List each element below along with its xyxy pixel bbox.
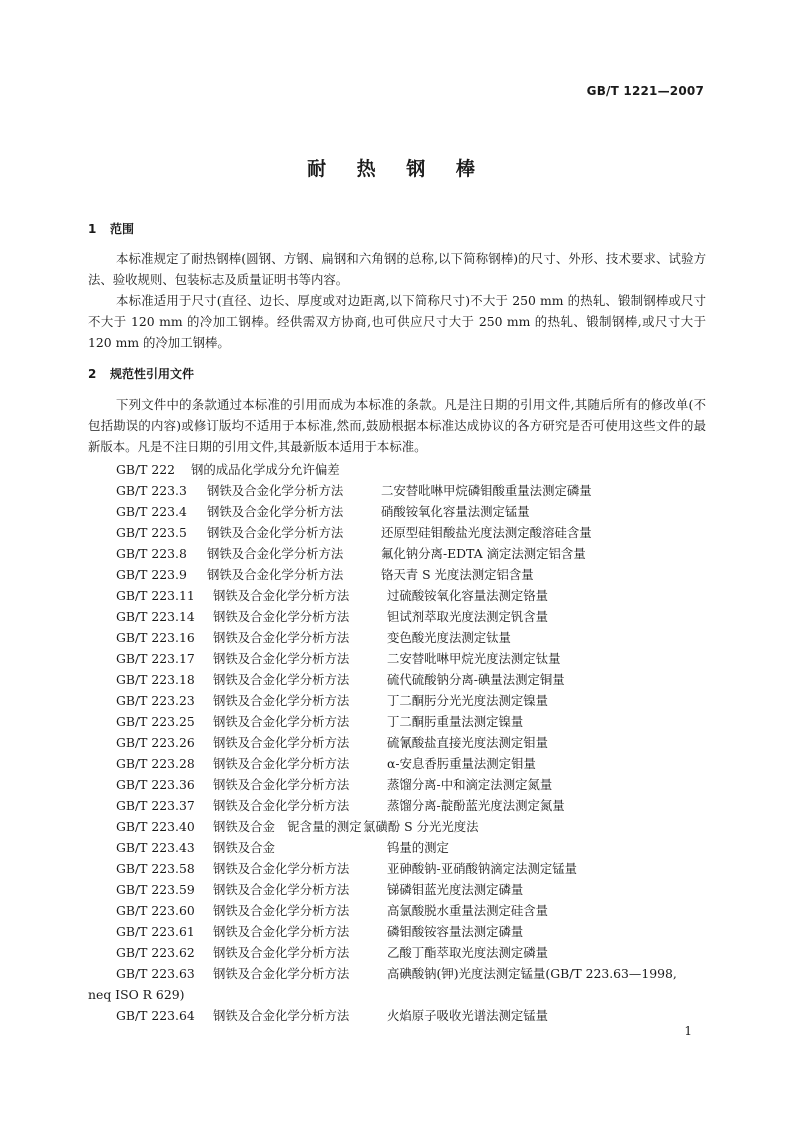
reference-item [116,1005,716,1026]
reference-title-part1: 钢铁及合金化学分析方法 [213,672,350,687]
reference-item [116,879,716,900]
reference-item [116,753,716,774]
reference-list [88,459,716,1026]
reference-title-part2: 磷钼酸铵容量法测定磷量 [387,924,524,939]
reference-title-part1: 钢铁及合金化学分析方法 [213,630,350,645]
reference-title-part1: 钢铁及合金化学分析方法 [207,567,344,582]
scope-paragraph-1: 本标准规定了耐热钢棒(圆钢、方钢、扁钢和六角钢的总称,以下简称钢棒)的尺寸、外形、技术要求、试验方法、验收规则、包装标志及质量证明书等内容。 [88,251,706,287]
reference-code: GB/T 223.8 [116,546,187,561]
reference-item [116,543,716,564]
reference-code: GB/T 223.5 [116,525,187,540]
reference-title-part1: 钢铁及合金化学分析方法 [213,924,350,939]
reference-code: GB/T 223.25 [116,714,195,729]
reference-code: GB/T 223.14 [116,609,195,624]
reference-item [116,585,716,606]
reference-title-part1: 钢铁及合金化学分析方法 [213,651,350,666]
reference-title-part2: 氟化钠分离-EDTA 滴定法测定铝含量 [381,546,586,561]
reference-title-part2: 高氯酸脱水重量法测定硅含量 [387,903,549,918]
reference-title-part2: 火焰原子吸收光谱法测定锰量 [387,1008,549,1023]
reference-item [116,564,716,585]
reference-title-part2: α-安息香肟重量法测定钼量 [387,756,536,771]
reference-title-part1: 钢铁及合金化学分析方法 [207,504,344,519]
reference-title-part2: 变色酸光度法测定钛量 [387,630,511,645]
reference-title-part1: 钢铁及合金化学分析方法 [213,798,350,813]
reference-item [116,942,716,963]
reference-title-part1: 钢铁及合金化学分析方法 [213,714,350,729]
reference-code: GB/T 223.16 [116,630,195,645]
reference-code: GB/T 223.9 [116,567,187,582]
reference-title-part2: 蒸馏分离-中和滴定法测定氮量 [387,777,553,792]
page-number: 1 [684,1024,692,1038]
reference-item [116,648,716,669]
reference-item [116,627,716,648]
reference-code: GB/T 223.59 [116,882,195,897]
reference-title-part1: 钢铁及合金化学分析方法 [207,546,344,561]
reference-code: GB/T 223.64 [116,1008,195,1023]
references-intro-paragraph: 下列文件中的条款通过本标准的引用而成为本标准的条款。凡是注日期的引用文件,其随后所有的修改单(不包括勘误的内容)或修订版均不适用于本标准,然而,鼓励根据本标准达成协议的各方研究是否可使用这些文件的最新版本。凡是不注日期的引用文件,其最新版本适用于本标准。 [88,397,706,454]
reference-title-part2: 钽试剂萃取光度法测定钒含量 [387,609,549,624]
reference-code: GB/T 223.58 [116,861,195,876]
reference-code: GB/T 222 [116,462,176,477]
reference-title-part2: 丁二酮肟重量法测定镍量 [387,714,524,729]
reference-title-part1: 钢铁及合金化学分析方法 [213,735,350,750]
reference-code: GB/T 223.17 [116,651,195,666]
reference-item [116,900,716,921]
reference-item [116,606,716,627]
reference-item [116,921,716,942]
reference-code: GB/T 223.63 [116,966,195,981]
section-heading-scope [88,220,134,237]
reference-code: GB/T 223.4 [116,504,187,519]
reference-title-part2: 硫氰酸盐直接光度法测定钼量 [387,735,549,750]
reference-title-part2: 硝酸铵氧化容量法测定锰量 [381,504,530,519]
section-number: 2 [88,367,97,381]
reference-item [116,837,716,858]
reference-title-part1: 钢铁及合金化学分析方法 [207,483,344,498]
reference-title-part2: 乙酸丁酯萃取光度法测定磷量 [387,945,549,960]
reference-code: GB/T 223.23 [116,693,195,708]
reference-title-part1: 钢铁及合金化学分析方法 [207,525,344,540]
reference-item [116,816,716,837]
reference-title-part1: 钢铁及合金化学分析方法 [213,588,350,603]
reference-code: GB/T 223.26 [116,735,195,750]
reference-code: GB/T 223.28 [116,756,195,771]
reference-title-part1: 钢铁及合金化学分析方法 [213,903,350,918]
reference-title-part2: 高碘酸钠(钾)光度法测定锰量(GB/T 223.63—1998, [387,966,677,981]
reference-item [116,711,716,732]
reference-title-part2: 硫代硫酸钠分离-碘量法测定铜量 [387,672,565,687]
reference-title-part2: 铬天青 S 光度法测定铝含量 [381,567,534,582]
reference-title-part1: 钢铁及合金化学分析方法 [213,777,350,792]
reference-title-part1: 钢铁及合金化学分析方法 [213,756,350,771]
reference-item [116,732,716,753]
reference-title-part2: 丁二酮肟分光光度法测定镍量 [387,693,549,708]
reference-code: GB/T 223.61 [116,924,195,939]
reference-item [116,522,716,543]
section-heading-references [88,365,194,382]
reference-item [116,795,716,816]
reference-item [116,774,716,795]
reference-title-part1: 钢铁及合金化学分析方法 [213,1008,350,1023]
reference-title-continuation: neq ISO R 629) [88,987,185,1002]
document-title: 耐 热 钢 棒 [307,158,487,180]
reference-item [88,963,716,1005]
reference-title-part1: 钢铁及合金化学分析方法 [213,693,350,708]
section-title: 规范性引用文件 [110,367,195,381]
reference-title-part1: 钢铁及合金化学分析方法 [213,966,350,981]
reference-title-part2: 还原型硅钼酸盐光度法测定酸溶硅含量 [381,525,592,540]
reference-title-part2: 二安替吡啉甲烷磷钼酸重量法测定磷量 [381,483,592,498]
reference-item [116,858,716,879]
reference-item [116,669,716,690]
reference-title-part2: 过硫酸铵氧化容量法测定铬量 [387,588,549,603]
reference-title-part1: 钢铁及合金化学分析方法 [213,861,350,876]
reference-title-part1: 钢的成品化学成分允许偏差 [191,462,340,477]
reference-code: GB/T 223.37 [116,798,195,813]
reference-code: GB/T 223.62 [116,945,195,960]
reference-code: GB/T 223.60 [116,903,195,918]
section-title: 范围 [110,222,135,236]
reference-title-part1: 钢铁及合金化学分析方法 [213,945,350,960]
reference-code: GB/T 223.11 [116,588,195,603]
standard-code: GB/T 1221—2007 [586,84,704,98]
reference-code: GB/T 223.36 [116,777,195,792]
reference-title-part2: 蒸馏分离-靛酚蓝光度法测定氮量 [387,798,565,813]
reference-title-part1: 钢铁及合金 [213,840,275,855]
reference-item [116,690,716,711]
reference-item [116,480,716,501]
reference-title-part2: 二安替吡啉甲烷光度法测定钛量 [387,651,561,666]
reference-code: GB/T 223.3 [116,483,187,498]
section-number: 1 [88,222,97,236]
reference-title-part2: 锑磷钼蓝光度法测定磷量 [387,882,524,897]
reference-title-part2: 亚砷酸钠-亚硝酸钠滴定法测定锰量 [387,861,578,876]
reference-item [116,501,716,522]
reference-code: GB/T 223.18 [116,672,195,687]
reference-code: GB/T 223.43 [116,840,195,855]
scope-paragraph-2: 本标准适用于尺寸(直径、边长、厚度或对边距离,以下简称尺寸)不大于 250 mm 的热轧、锻制钢棒或尺寸不大于 120 mm 的冷加工钢棒。经供需双方协商,也可供应尺寸大于 250 mm 的热轧、锻制钢棒,或尺寸大于 120 mm 的冷加工钢棒。 [88,293,706,350]
reference-title-part2: 氯磺酚 S 分光光度法 [363,819,479,834]
reference-title-part2: 钨量的测定 [387,840,449,855]
reference-title-part1: 钢铁及合金化学分析方法 [213,882,350,897]
reference-title-part1: 钢铁及合金 铌含量的测定 [213,819,362,834]
reference-title-part1: 钢铁及合金化学分析方法 [213,609,350,624]
reference-code: GB/T 223.40 [116,819,195,834]
reference-item [116,459,716,480]
